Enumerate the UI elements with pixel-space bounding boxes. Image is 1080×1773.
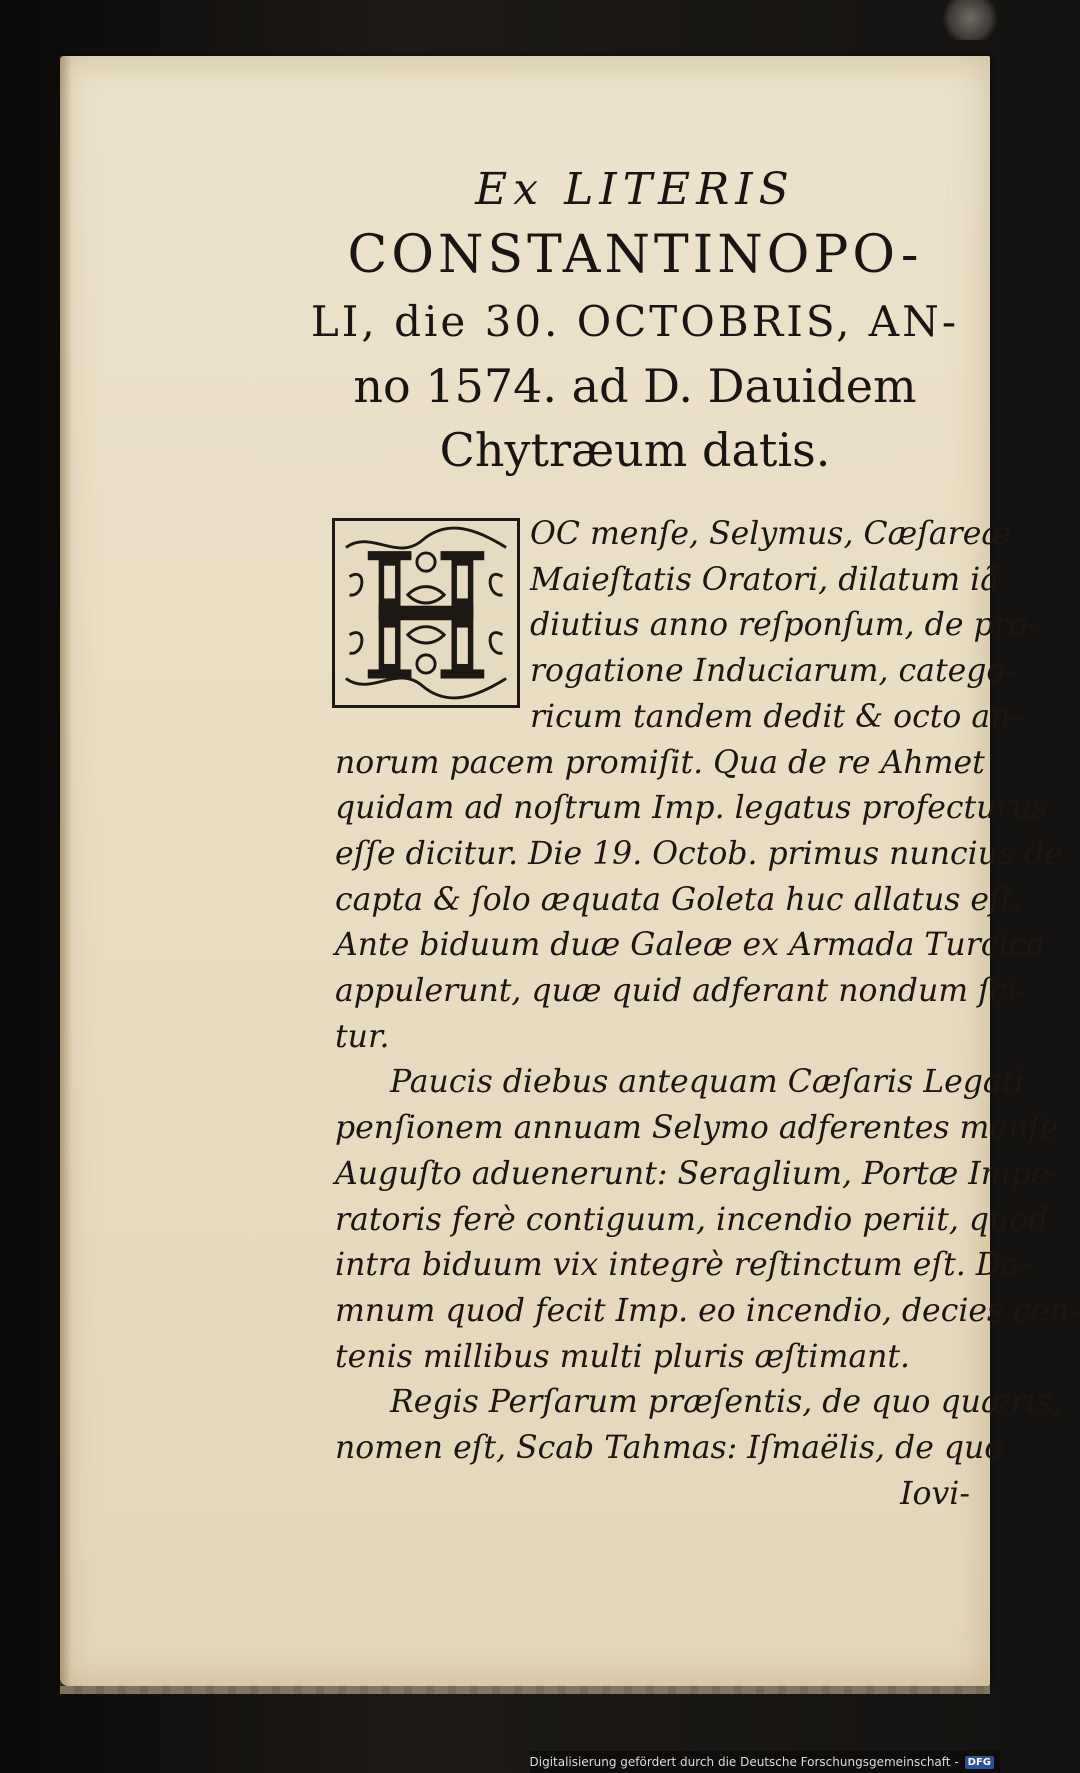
body-line: intra biduum vix integrè reſtinctum eſt. Da- <box>335 1247 1031 1284</box>
digitization-credit <box>530 1751 1001 1773</box>
body-line: OC menſe, Selymus, Cæſareæ <box>530 516 1011 552</box>
body-line: Auguſto aduenerunt: Seraglium, Portæ Impe- <box>335 1155 1061 1192</box>
body-line: ricum tandem dedit & octo an- <box>530 698 1022 735</box>
title-line-1: Ex LITERIS <box>475 164 795 215</box>
body-line: ratoris ferè contiguum, incendio periit, quod <box>335 1201 1049 1238</box>
page-bottom-edge <box>60 1686 990 1694</box>
catchword: Iovi- <box>900 1475 970 1512</box>
title-line-3: LI, die 30. OCTOBRIS, AN- <box>310 297 960 346</box>
body-line: capta & ſolo æquata Goleta huc allatus eſt. <box>335 881 1024 918</box>
dfg-logo: DFG <box>965 1756 994 1769</box>
body-line: eſſe dicitur. Die 19. Octob. primus nuncius de <box>335 835 1063 872</box>
credit-text: Digitalisierung gefördert durch die Deutsche Forschungsgemeinschaft - <box>529 1755 959 1769</box>
body-line: appulerunt, quæ quid adferant nondum ſci- <box>335 973 1029 1010</box>
title-line-2: CONSTANTINOPO- <box>347 225 923 285</box>
body-line: diutius anno reſponſum, de pro- <box>530 607 1039 644</box>
title-line-5: Chytræum datis. <box>439 423 831 477</box>
body-line: mnum quod fecit Imp. eo incendio, decies cen- <box>335 1292 1080 1329</box>
page-title <box>300 160 970 482</box>
title-line-4: no 1574. ad D. Dauidem <box>353 359 917 413</box>
body-line: Regis Perſarum præſentis, de quo quæris, <box>390 1384 1062 1421</box>
body-line: Maieſtatis Oratori, dilatum iã <box>530 561 999 598</box>
body-line: tur. <box>335 1018 390 1055</box>
body-line: Paucis diebus antequam Cæſaris Legati <box>390 1064 1025 1101</box>
body-line: quidam ad noſtrum Imp. legatus profecturus <box>335 790 1048 827</box>
body-line: penſionem annuam Selymo adferentes menſe <box>335 1110 1059 1147</box>
body-text <box>335 512 1080 1517</box>
body-line: norum pacem promiſit. Qua de re Ahmet <box>335 744 985 781</box>
body-line: rogatione Induciarum, catego- <box>530 653 1017 690</box>
scanner-clip <box>940 0 1000 40</box>
body-line: Ante biduum duæ Galeæ ex Armada Turcica <box>335 927 1045 964</box>
body-line: tenis millibus multi pluris æſtimant. <box>335 1338 911 1375</box>
body-line: nomen eſt, Scab Tahmas: Iſmaëlis, de quo <box>335 1430 1004 1467</box>
page-gutter-shadow <box>60 56 72 1686</box>
